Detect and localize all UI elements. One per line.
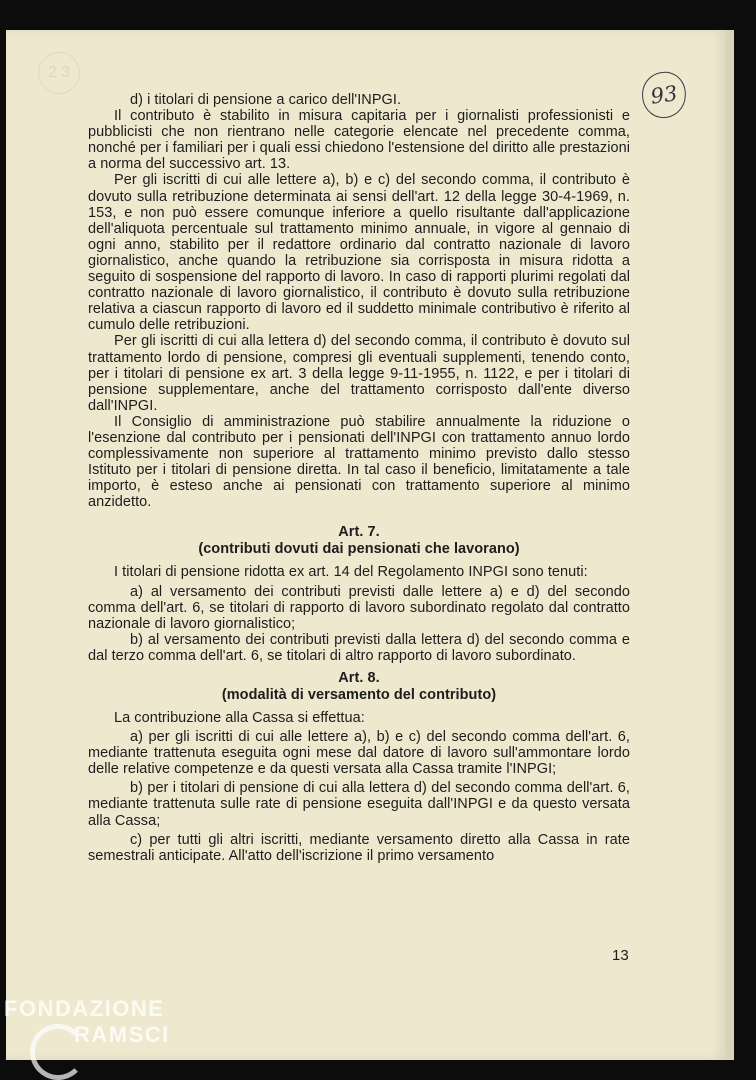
list-item: a) al versamento dei contributi previsti dalle lettere a) e d) del secondo comma dell'art. 6, se titolari di rapporto di lavoro subordinato regolato dal contratto nazionale di lavoro giornalistico; <box>88 583 630 632</box>
list-item: c) per tutti gli altri iscritti, mediante versamento diretto alla Cassa in rate semestrali anticipate. All'atto dell'iscrizione il primo versamento <box>88 831 630 864</box>
paragraph: La contribuzione alla Cassa si effettua: <box>114 710 365 726</box>
watermark-g-icon <box>30 1024 86 1080</box>
article-8-subtitle: (modalità di versamento del contributo) <box>221 687 497 703</box>
body-text <box>88 92 630 864</box>
watermark-line: FONDAZIONE <box>4 996 165 1021</box>
watermark-logo <box>4 996 170 1048</box>
page-number: 13 <box>612 947 629 964</box>
paragraph: Per gli iscritti di cui alle lettere a), b) e c) del secondo comma, il contributo è dovuto sulla retribuzione determinata ai sensi dell'art. 12 della legge 30-4-1969, n. 153, e non può essere comunque inferiore a quello risultante dall'applicazione dell'aliquota percentuale sul trattamento minimo annuale, in vigore al gennaio di ogni anno, stabilito per il redattore ordinario dal contratto nazionale di lavoro giornalistico, anche quando la retribuzione sia corrisposta in misura ridotta a seguito di sospensione del rapporto di lavoro. In caso di rapporti plurimi regolati dal contratto nazionale di lavoro giornalistico, il contributo è dovuto sulla retribuzione relativa a ciascun rapporto di lavoro ed il suddetto minimale contributivo è riferito al cumulo delle retribuzioni. <box>88 172 630 334</box>
paragraph: Il Consiglio di amministrazione può stabilire annualmente la riduzione o l'esenzione dal contributo per i pensionati dell'INPGI con trattamento annuo lordo complessivamente non superiore al trattamento minimo previsto dallo stesso Istituto per i titolari di pensione diretta. In tal caso il beneficio, limitatamente a tale importo, è esteso anche ai pensionati con trattamento superiore al minimo anzidetto. <box>88 413 630 511</box>
list-item: b) per i titolari di pensione di cui alla lettera d) del secondo comma dell'art. 6, mediante trattenuta sulle rate di pensione eseguita dall'INPGI e da questo versata alla Cassa; <box>88 780 630 829</box>
list-item: a) per gli iscritti di cui alle lettere a), b) e c) del secondo comma dell'art. 6, mediante trattenuta eseguita ogni mese dal datore di lavoro sull'ammontare lordo delle relative competenze e da questi versata alla Cassa tramite l'INPGI; <box>88 729 630 778</box>
paragraph: Per gli iscritti di cui alla lettera d) del secondo comma, il contributo è dovuto sul trattamento lordo di pensione, compresi gli eventuali supplementi, tenendo conto, per i titolari di pensione ex art. 3 della legge 9-11-1955, n. 1122, e per i titolari di pensione supplementare, anche del trattamento corrisposto dall'ente diverso dall'INPGI. <box>88 333 630 414</box>
list-item: b) al versamento dei contributi previsti dalla lettera d) del secondo comma e dal terzo comma dell'art. 6, se titolari di altro rapporto di lavoro subordinato. <box>88 631 630 664</box>
paragraph: d) i titolari di pensione a carico dell'INPGI. <box>130 92 402 108</box>
article-7-subtitle: (contributi dovuti dai pensionati che lavorano) <box>198 541 520 558</box>
page-edge <box>726 30 734 1060</box>
article-7-title: Art. 7. <box>338 524 380 541</box>
handwritten-page-mark: 93 <box>639 69 689 121</box>
article-8-title: Art. 8. <box>338 670 380 686</box>
paragraph: Il contributo è stabilito in misura capitaria per i giornalisti professionisti e pubblicisti che non rientrano nelle categorie elencate nel precedente comma, nonché per i familiari per i quali essi chiedono l'estensione del diritto alle prestazioni a norma del successivo art. 13. <box>88 108 630 173</box>
paragraph: I titolari di pensione ridotta ex art. 14 del Regolamento INPGI sono tenuti: <box>114 564 588 581</box>
faint-page-mark: 2 3 <box>38 52 80 94</box>
watermark-line: RAMSCI <box>74 1022 170 1047</box>
